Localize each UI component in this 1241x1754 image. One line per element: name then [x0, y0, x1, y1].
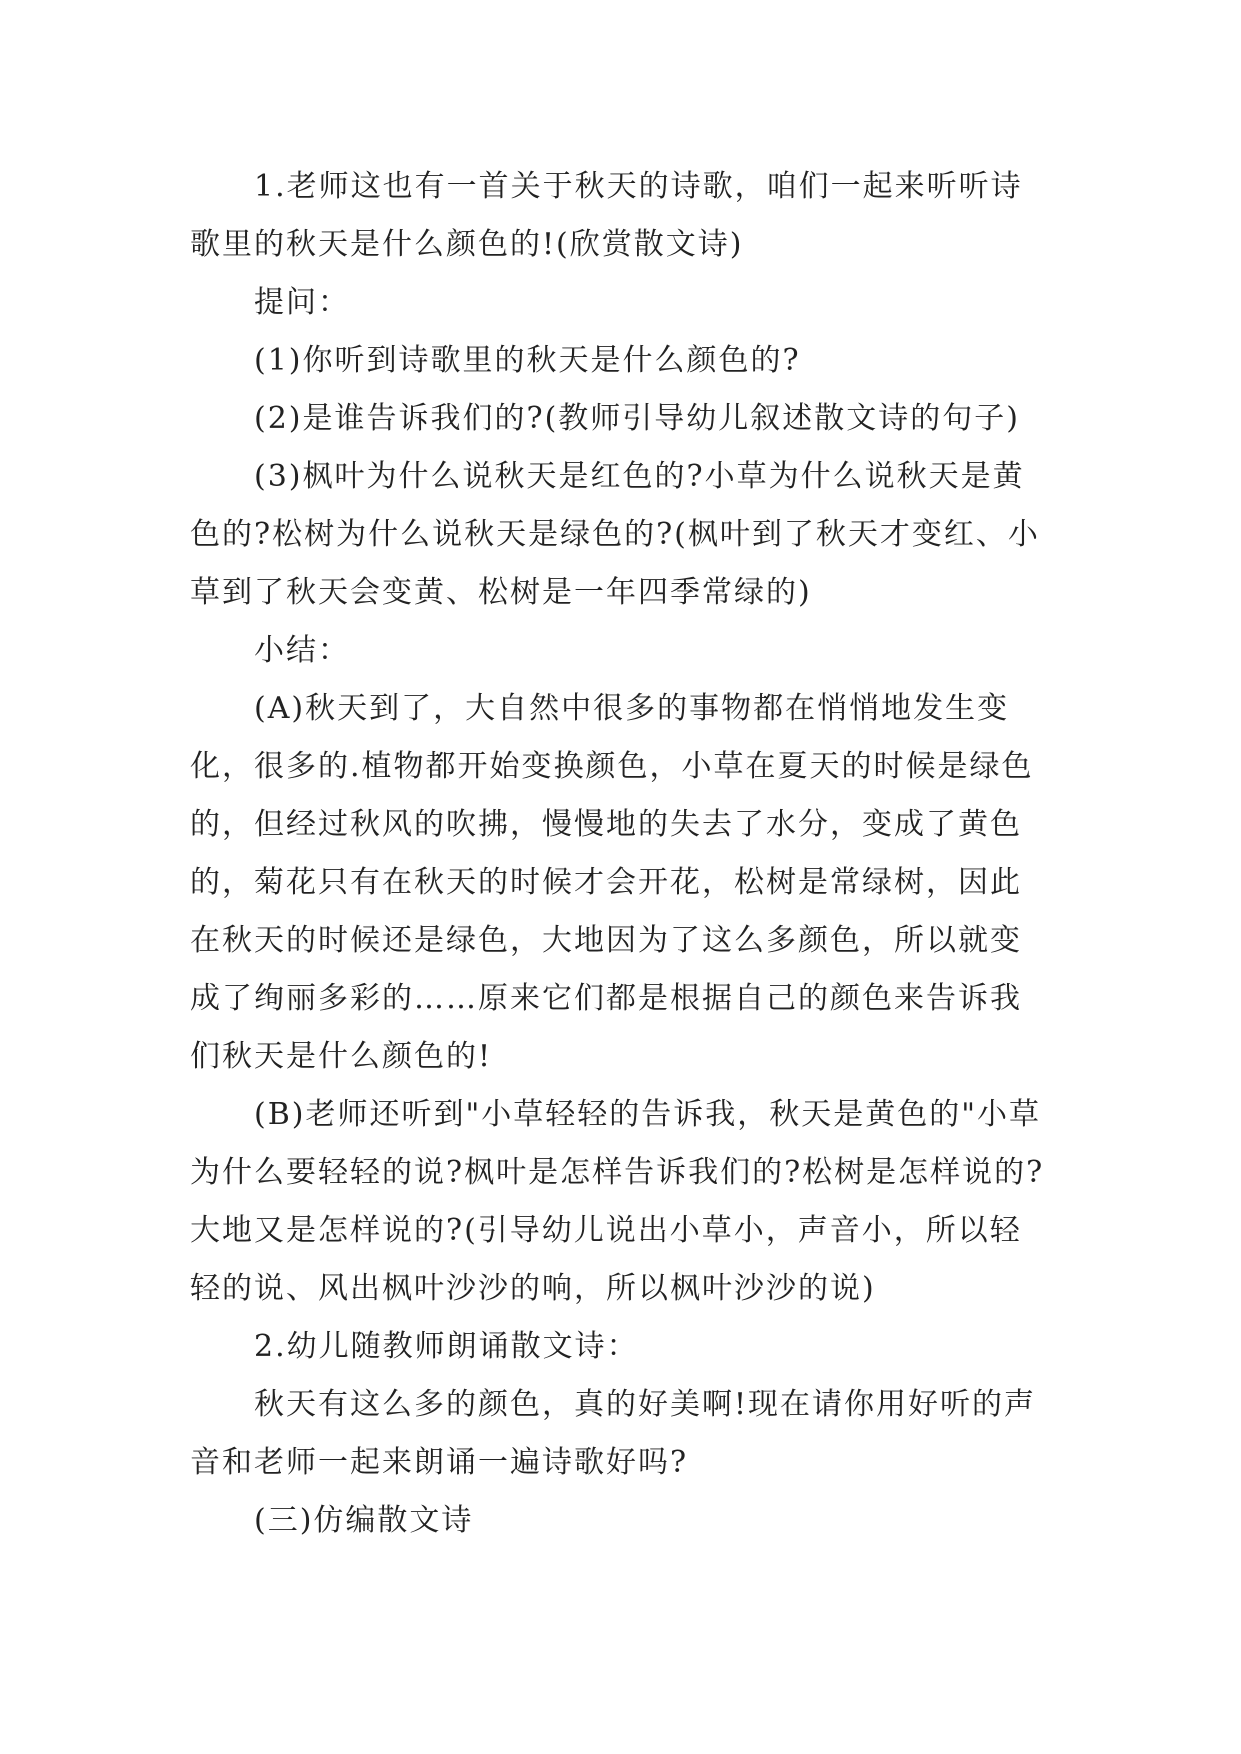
paragraph-intro: 1.老师这也有一首关于秋天的诗歌，咱们一起来听听诗歌里的秋天是什么颜色的!(欣赏散文诗) [190, 169, 1023, 262]
paragraph-question-2: (2)是谁告诉我们的?(教师引导幼儿叙述散文诗的句子) [254, 401, 1020, 436]
paragraph-summary-heading: 小结： [254, 633, 350, 668]
paragraph-question-1: (1)你听到诗歌里的秋天是什么颜色的? [254, 343, 801, 378]
paragraph-question-heading: 提问： [254, 285, 350, 320]
paragraph-summary-b: (B)老师还听到"小草轻轻的告诉我，秋天是黄色的"小草为什么要轻轻的说?枫叶是怎样告诉我们的?松树是怎样说的?大地又是怎样说的?(引导幼儿说出小草小，声音小，所以轻轻的说、风出枫叶沙沙的响，所以枫叶沙沙的说) [190, 1097, 1045, 1306]
document-body [190, 158, 1052, 1550]
paragraph-recite-heading: 2.幼儿随教师朗诵散文诗： [254, 1329, 639, 1364]
paragraph-recite-body: 秋天有这么多的颜色，真的好美啊!现在请你用好听的声音和老师一起来朗诵一遍诗歌好吗? [190, 1387, 1037, 1480]
paragraph-question-3: (3)枫叶为什么说秋天是红色的?小草为什么说秋天是黄色的?松树为什么说秋天是绿色的?(枫叶到了秋天才变红、小草到了秋天会变黄、松树是一年四季常绿的) [190, 459, 1040, 610]
paragraph-section-3: (三)仿编散文诗 [254, 1503, 474, 1538]
paragraph-summary-a: (A)秋天到了，大自然中很多的事物都在悄悄地发生变化，很多的.植物都开始变换颜色，小草在夏天的时候是绿色的，但经过秋风的吹拂，慢慢地的失去了水分，变成了黄色的，菊花只有在秋天的时候才会开花，松树是常绿树，因此在秋天的时候还是绿色，大地因为了这么多颜色，所以就变成了绚丽多彩的……原来它们都是根据自己的颜色来告诉我们秋天是什么颜色的! [190, 691, 1034, 1074]
